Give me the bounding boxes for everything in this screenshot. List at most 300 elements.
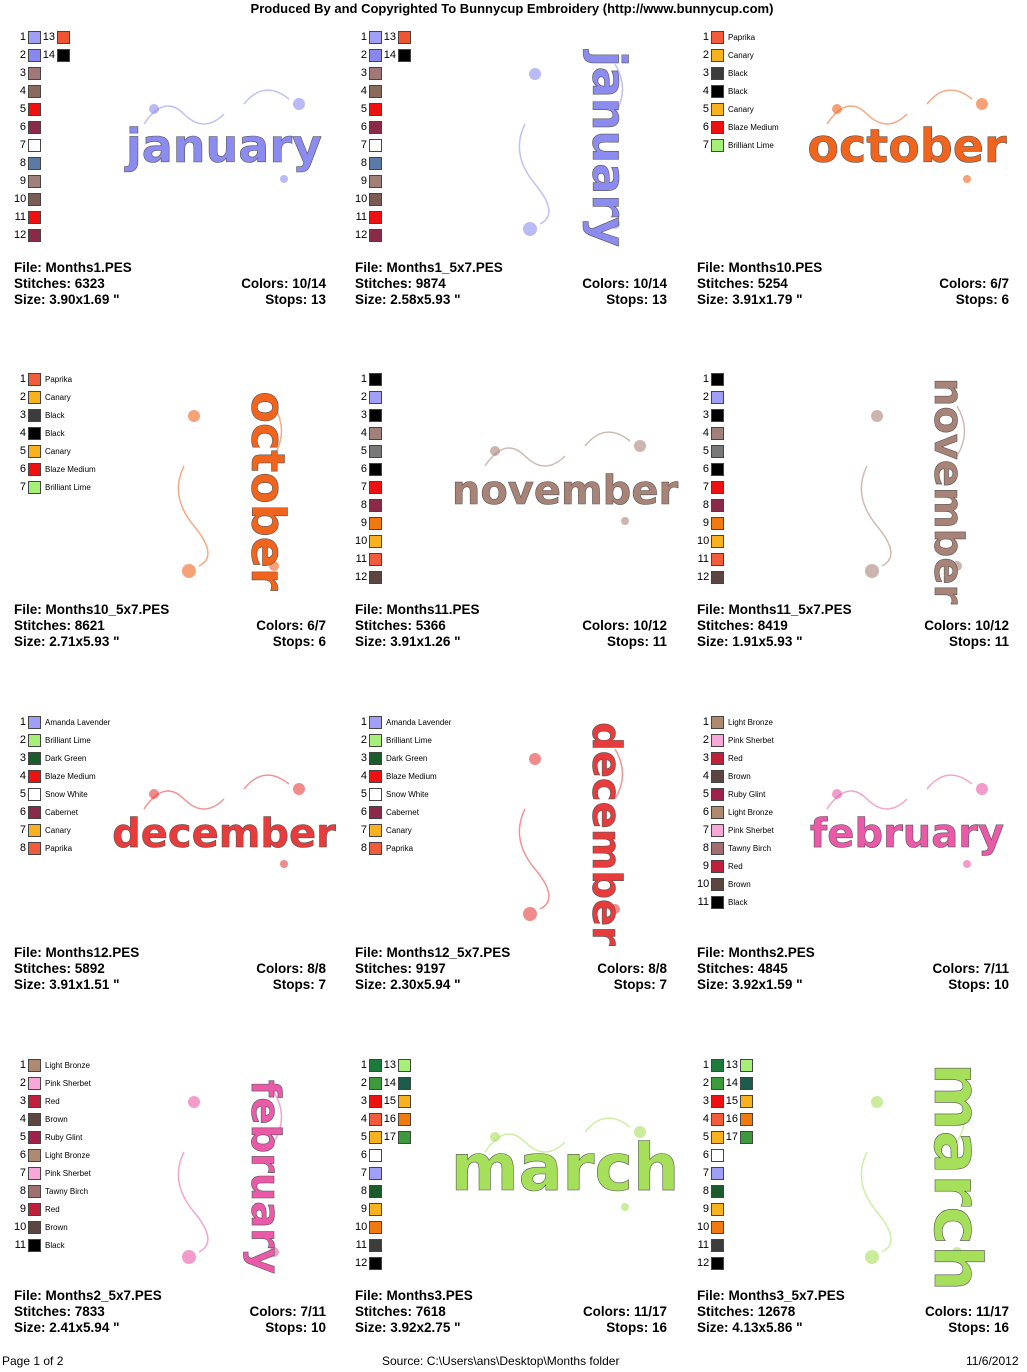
thread-number: 12 [14, 229, 27, 241]
thread-color-row [697, 478, 724, 496]
design-word-art: february [809, 811, 1005, 857]
thread-color-row [355, 821, 451, 839]
thread-color-row [697, 893, 774, 911]
thread-name: Black [45, 428, 65, 438]
file-name: File: Months2_5x7.PES [14, 1288, 162, 1303]
thread-swatch [369, 1131, 382, 1144]
thread-color-row [14, 64, 70, 82]
thread-name: Paprika [728, 32, 756, 42]
thread-number: 9 [19, 1203, 26, 1215]
embroidery-design-preview [451, 406, 679, 556]
thread-number: 16 [383, 1113, 396, 1125]
thread-color-row [355, 388, 382, 406]
design-size: Size: 3.91x1.51 " [14, 977, 120, 992]
thread-name: Black [728, 68, 748, 78]
thread-color-row [355, 208, 411, 226]
thread-color-row [697, 460, 724, 478]
thread-color-row [14, 749, 110, 767]
thread-color-list [355, 28, 411, 244]
thread-swatch [369, 211, 382, 224]
thread-swatch [711, 571, 724, 584]
thread-number: 3 [702, 409, 709, 421]
thread-name: Cabernet [386, 807, 419, 817]
thread-name: Light Bronze [728, 807, 773, 817]
embroidery-design-preview [164, 1072, 304, 1282]
thread-color-row [355, 1092, 411, 1110]
design-word-art: november [451, 468, 679, 514]
thread-swatch [369, 734, 382, 747]
thread-swatch [369, 1059, 382, 1072]
thread-number: 5 [19, 1131, 26, 1143]
thread-color-row [697, 1254, 753, 1272]
thread-color-row [697, 1146, 753, 1164]
thread-swatch [28, 1203, 41, 1216]
thread-name: Light Bronze [45, 1060, 90, 1070]
thread-color-row [355, 64, 411, 82]
thread-swatch [369, 157, 382, 170]
thread-number: 11 [697, 553, 709, 565]
thread-number: 5 [360, 788, 367, 800]
file-name: File: Months3_5x7.PES [697, 1288, 845, 1303]
file-name: File: Months10.PES [697, 260, 823, 275]
thread-name: Paprika [386, 843, 414, 853]
thread-swatch [711, 860, 724, 873]
thread-name: Red [728, 753, 743, 763]
thread-color-row [14, 1182, 91, 1200]
thread-color-row [14, 370, 96, 388]
stitch-count: Stitches: 7833 [14, 1304, 105, 1319]
thread-swatch [369, 517, 382, 530]
thread-number: 11 [355, 1239, 367, 1251]
design-card [697, 366, 1027, 686]
thread-color-list [355, 713, 451, 857]
design-info [697, 260, 1009, 308]
thread-color-row [355, 1056, 411, 1074]
thread-swatch [28, 1077, 41, 1090]
thread-number: 3 [360, 1095, 367, 1107]
thread-color-row [355, 28, 411, 46]
thread-swatch [369, 824, 382, 837]
thread-swatch [711, 842, 724, 855]
thread-color-row [355, 749, 451, 767]
thread-number: 8 [360, 842, 367, 854]
thread-color-row [697, 1182, 753, 1200]
thread-swatch [28, 31, 41, 44]
thread-number: 4 [702, 1113, 709, 1125]
design-word-art: october [807, 119, 1007, 173]
thread-color-row [697, 118, 779, 136]
thread-number: 3 [19, 409, 26, 421]
thread-number: 8 [19, 1185, 26, 1197]
thread-swatch [740, 1059, 753, 1072]
thread-number: 7 [360, 1167, 367, 1179]
design-card [14, 366, 344, 686]
stop-count: Stops: 13 [265, 292, 326, 307]
thread-number: 13 [383, 31, 396, 43]
design-card [355, 24, 685, 344]
document-header: Produced By and Copyrighted To Bunnycup Embroidery (http://www.bunnycup.com) [250, 1, 774, 16]
thread-swatch [369, 535, 382, 548]
thread-number: 3 [702, 67, 709, 79]
thread-number: 14 [383, 49, 396, 61]
thread-swatch [369, 1239, 382, 1252]
thread-number: 5 [702, 445, 709, 457]
thread-color-row [355, 478, 382, 496]
design-size: Size: 2.30x5.94 " [355, 977, 461, 992]
thread-number: 7 [19, 139, 26, 151]
thread-color-row [697, 1218, 753, 1236]
thread-swatch [28, 49, 41, 62]
thread-swatch [711, 752, 724, 765]
design-info [14, 260, 326, 308]
design-size: Size: 3.92x1.59 " [697, 977, 803, 992]
thread-swatch [711, 535, 724, 548]
thread-swatch [28, 1167, 41, 1180]
thread-number: 3 [19, 67, 26, 79]
thread-number: 7 [702, 139, 709, 151]
thread-color-row [14, 82, 70, 100]
thread-swatch [711, 806, 724, 819]
thread-swatch [369, 481, 382, 494]
thread-name: Pink Sherbet [728, 735, 774, 745]
thread-number: 4 [19, 1113, 26, 1125]
stop-count: Stops: 7 [613, 977, 667, 992]
thread-swatch [369, 1257, 382, 1270]
thread-number: 12 [355, 229, 368, 241]
thread-color-list [14, 370, 96, 496]
stitch-count: Stitches: 6323 [14, 276, 105, 291]
thread-number: 9 [702, 1203, 709, 1215]
thread-swatch [369, 427, 382, 440]
file-name: File: Months3.PES [355, 1288, 473, 1303]
thread-name: Ruby Glint [728, 789, 766, 799]
design-card [697, 709, 1027, 1029]
thread-number: 1 [702, 373, 709, 385]
thread-color-list [697, 713, 774, 911]
thread-swatch [711, 103, 724, 116]
thread-swatch [711, 31, 724, 44]
thread-color-row [14, 803, 110, 821]
thread-name: Canary [45, 825, 71, 835]
thread-name: Red [45, 1096, 60, 1106]
thread-swatch [711, 734, 724, 747]
thread-color-row [14, 460, 96, 478]
thread-swatch [711, 1257, 724, 1270]
thread-swatch [369, 229, 382, 242]
thread-number: 14 [383, 1077, 396, 1089]
thread-number: 4 [19, 427, 26, 439]
thread-color-row [697, 1074, 753, 1092]
thread-number: 4 [19, 770, 26, 782]
thread-color-row [697, 136, 779, 154]
stop-count: Stops: 6 [272, 634, 326, 649]
thread-swatch [711, 716, 724, 729]
thread-number: 10 [697, 878, 710, 890]
design-card [355, 1052, 685, 1372]
thread-color-list [697, 1056, 753, 1272]
thread-swatch [28, 427, 41, 440]
thread-swatch [57, 49, 70, 62]
thread-number: 3 [702, 752, 709, 764]
thread-color-list [697, 28, 779, 154]
thread-number: 10 [14, 1221, 27, 1233]
thread-name: Brown [45, 1114, 68, 1124]
thread-number: 2 [360, 391, 367, 403]
design-card [14, 24, 344, 344]
thread-number: 1 [360, 373, 367, 385]
thread-color-row [355, 1128, 411, 1146]
thread-name: Snow White [386, 789, 429, 799]
thread-color-row [697, 875, 774, 893]
thread-color-row [355, 172, 411, 190]
embroidery-design-preview [807, 749, 1007, 899]
thread-number: 3 [360, 409, 367, 421]
thread-color-row [697, 424, 724, 442]
thread-color-row [355, 82, 411, 100]
design-info [355, 260, 667, 308]
thread-color-row [14, 1092, 91, 1110]
thread-swatch [28, 373, 41, 386]
thread-swatch [369, 409, 382, 422]
thread-number: 6 [702, 121, 709, 133]
thread-number: 11 [14, 211, 26, 223]
thread-swatch [369, 1203, 382, 1216]
thread-swatch [28, 103, 41, 116]
page-indicator: Page 1 of 2 [2, 1354, 64, 1368]
thread-swatch [711, 1239, 724, 1252]
thread-color-row [697, 803, 774, 821]
thread-swatch [711, 896, 724, 909]
thread-number: 8 [360, 1185, 367, 1197]
thread-number: 2 [702, 734, 709, 746]
thread-name: Brilliant Lime [45, 735, 91, 745]
color-count: Colors: 8/8 [256, 961, 326, 976]
design-card [14, 709, 344, 1029]
embroidery-design-preview [112, 749, 336, 899]
color-count: Colors: 10/14 [241, 276, 326, 291]
thread-swatch [398, 1059, 411, 1072]
thread-swatch [398, 1095, 411, 1108]
thread-swatch [28, 229, 41, 242]
thread-color-row [14, 821, 110, 839]
color-count: Colors: 11/17 [582, 1304, 667, 1319]
thread-number: 9 [360, 517, 367, 529]
thread-number: 12 [355, 571, 368, 583]
thread-name: Brilliant Lime [386, 735, 432, 745]
thread-color-row [355, 370, 382, 388]
design-word-art: december [112, 811, 336, 857]
thread-swatch [711, 770, 724, 783]
thread-color-row [697, 568, 724, 586]
design-info [14, 602, 326, 650]
thread-swatch [369, 85, 382, 98]
thread-number: 1 [19, 716, 26, 728]
thread-swatch [369, 499, 382, 512]
thread-color-row [697, 1236, 753, 1254]
design-size: Size: 2.41x5.94 " [14, 1320, 120, 1335]
design-card [355, 709, 685, 1029]
embroidery-design-preview [124, 64, 324, 214]
color-count: Colors: 6/7 [256, 618, 326, 633]
thread-name: Paprika [45, 374, 73, 384]
thread-name: Canary [45, 446, 71, 456]
thread-swatch [369, 1167, 382, 1180]
thread-swatch [711, 1077, 724, 1090]
thread-number: 3 [360, 752, 367, 764]
thread-color-row [355, 1200, 411, 1218]
thread-color-row [14, 226, 70, 244]
thread-swatch [398, 1077, 411, 1090]
thread-color-row [14, 406, 96, 424]
thread-color-row [14, 118, 70, 136]
thread-name: Red [728, 861, 743, 871]
thread-swatch [28, 211, 41, 224]
thread-color-row [355, 550, 382, 568]
thread-swatch [28, 1185, 41, 1198]
thread-color-row [355, 1218, 411, 1236]
thread-number: 8 [360, 157, 367, 169]
thread-swatch [369, 1077, 382, 1090]
file-name: File: Months11_5x7.PES [697, 602, 852, 617]
file-name: File: Months12.PES [14, 945, 140, 960]
thread-number: 10 [14, 193, 27, 205]
thread-color-row [355, 1110, 411, 1128]
thread-swatch [369, 1221, 382, 1234]
design-card [697, 24, 1027, 344]
thread-swatch [369, 373, 382, 386]
thread-swatch [369, 806, 382, 819]
thread-color-row [697, 1110, 753, 1128]
thread-color-list [355, 1056, 411, 1272]
thread-color-row [14, 208, 70, 226]
embroidery-design-preview [847, 1062, 994, 1292]
thread-number: 4 [702, 427, 709, 439]
thread-color-row [355, 118, 411, 136]
thread-color-list [697, 370, 724, 586]
thread-number: 6 [702, 463, 709, 475]
thread-color-row [697, 82, 779, 100]
thread-name: Pink Sherbet [45, 1078, 91, 1088]
thread-swatch [28, 842, 41, 855]
thread-swatch [28, 716, 41, 729]
design-size: Size: 2.71x5.93 " [14, 634, 120, 649]
thread-color-row [697, 713, 774, 731]
thread-number: 15 [725, 1095, 738, 1107]
stitch-count: Stitches: 4845 [697, 961, 788, 976]
thread-color-row [697, 64, 779, 82]
thread-swatch [711, 481, 724, 494]
thread-number: 13 [383, 1059, 396, 1071]
thread-number: 3 [702, 1095, 709, 1107]
thread-number: 5 [19, 788, 26, 800]
thread-name: Cabernet [45, 807, 78, 817]
thread-color-row [697, 370, 724, 388]
thread-number: 2 [19, 49, 26, 61]
thread-number: 8 [19, 157, 26, 169]
thread-number: 11 [14, 1239, 26, 1251]
thread-number: 6 [702, 1149, 709, 1161]
thread-number: 7 [19, 824, 26, 836]
thread-swatch [28, 734, 41, 747]
thread-color-row [697, 731, 774, 749]
thread-number: 4 [19, 85, 26, 97]
thread-number: 3 [19, 752, 26, 764]
thread-color-row [14, 388, 96, 406]
stitch-count: Stitches: 9197 [355, 961, 446, 976]
thread-number: 11 [697, 1239, 709, 1251]
thread-number: 2 [19, 1077, 26, 1089]
thread-color-row [697, 28, 779, 46]
thread-color-row [697, 388, 724, 406]
thread-color-row [355, 1254, 411, 1272]
thread-name: Amanda Lavender [45, 717, 111, 727]
thread-swatch [369, 788, 382, 801]
design-size: Size: 2.58x5.93 " [355, 292, 461, 307]
thread-number: 4 [360, 1113, 367, 1125]
thread-number: 1 [702, 1059, 709, 1071]
thread-number: 14 [725, 1077, 738, 1089]
thread-number: 1 [702, 31, 709, 43]
thread-color-row [14, 1128, 91, 1146]
design-word-art: january [582, 50, 636, 248]
color-count: Colors: 10/12 [924, 618, 1009, 633]
thread-color-row [697, 46, 779, 64]
thread-number: 1 [19, 373, 26, 385]
stitch-count: Stitches: 9874 [355, 276, 446, 291]
thread-name: Brown [728, 879, 751, 889]
thread-color-row [355, 731, 451, 749]
thread-swatch [369, 31, 382, 44]
thread-color-row [14, 1218, 91, 1236]
thread-swatch [28, 788, 41, 801]
thread-color-row [355, 100, 411, 118]
design-size: Size: 3.91x1.26 " [355, 634, 461, 649]
thread-swatch [28, 1095, 41, 1108]
stitch-count: Stitches: 5366 [355, 618, 446, 633]
thread-color-row [14, 1146, 91, 1164]
thread-swatch [711, 499, 724, 512]
thread-name: Tawny Birch [728, 843, 772, 853]
thread-swatch [28, 157, 41, 170]
thread-number: 7 [702, 1167, 709, 1179]
thread-swatch [740, 1077, 753, 1090]
stitch-count: Stitches: 5892 [14, 961, 105, 976]
thread-number: 10 [355, 193, 368, 205]
thread-number: 1 [360, 1059, 367, 1071]
thread-number: 7 [702, 824, 709, 836]
thread-swatch [28, 770, 41, 783]
thread-number: 14 [42, 49, 55, 61]
thread-color-row [697, 1092, 753, 1110]
thread-name: Tawny Birch [45, 1186, 89, 1196]
thread-name: Ruby Glint [45, 1132, 83, 1142]
thread-swatch [28, 1149, 41, 1162]
thread-number: 7 [19, 481, 26, 493]
thread-name: Red [45, 1204, 60, 1214]
thread-color-row [14, 136, 70, 154]
thread-number: 17 [725, 1131, 738, 1143]
thread-color-row [14, 839, 110, 857]
stitch-count: Stitches: 8621 [14, 618, 105, 633]
design-size: Size: 3.90x1.69 " [14, 292, 120, 307]
thread-color-row [355, 1164, 411, 1182]
thread-name: Black [728, 897, 748, 907]
thread-color-row [14, 1110, 91, 1128]
thread-swatch [369, 463, 382, 476]
thread-swatch [711, 139, 724, 152]
thread-swatch [398, 1131, 411, 1144]
thread-color-row [14, 713, 110, 731]
